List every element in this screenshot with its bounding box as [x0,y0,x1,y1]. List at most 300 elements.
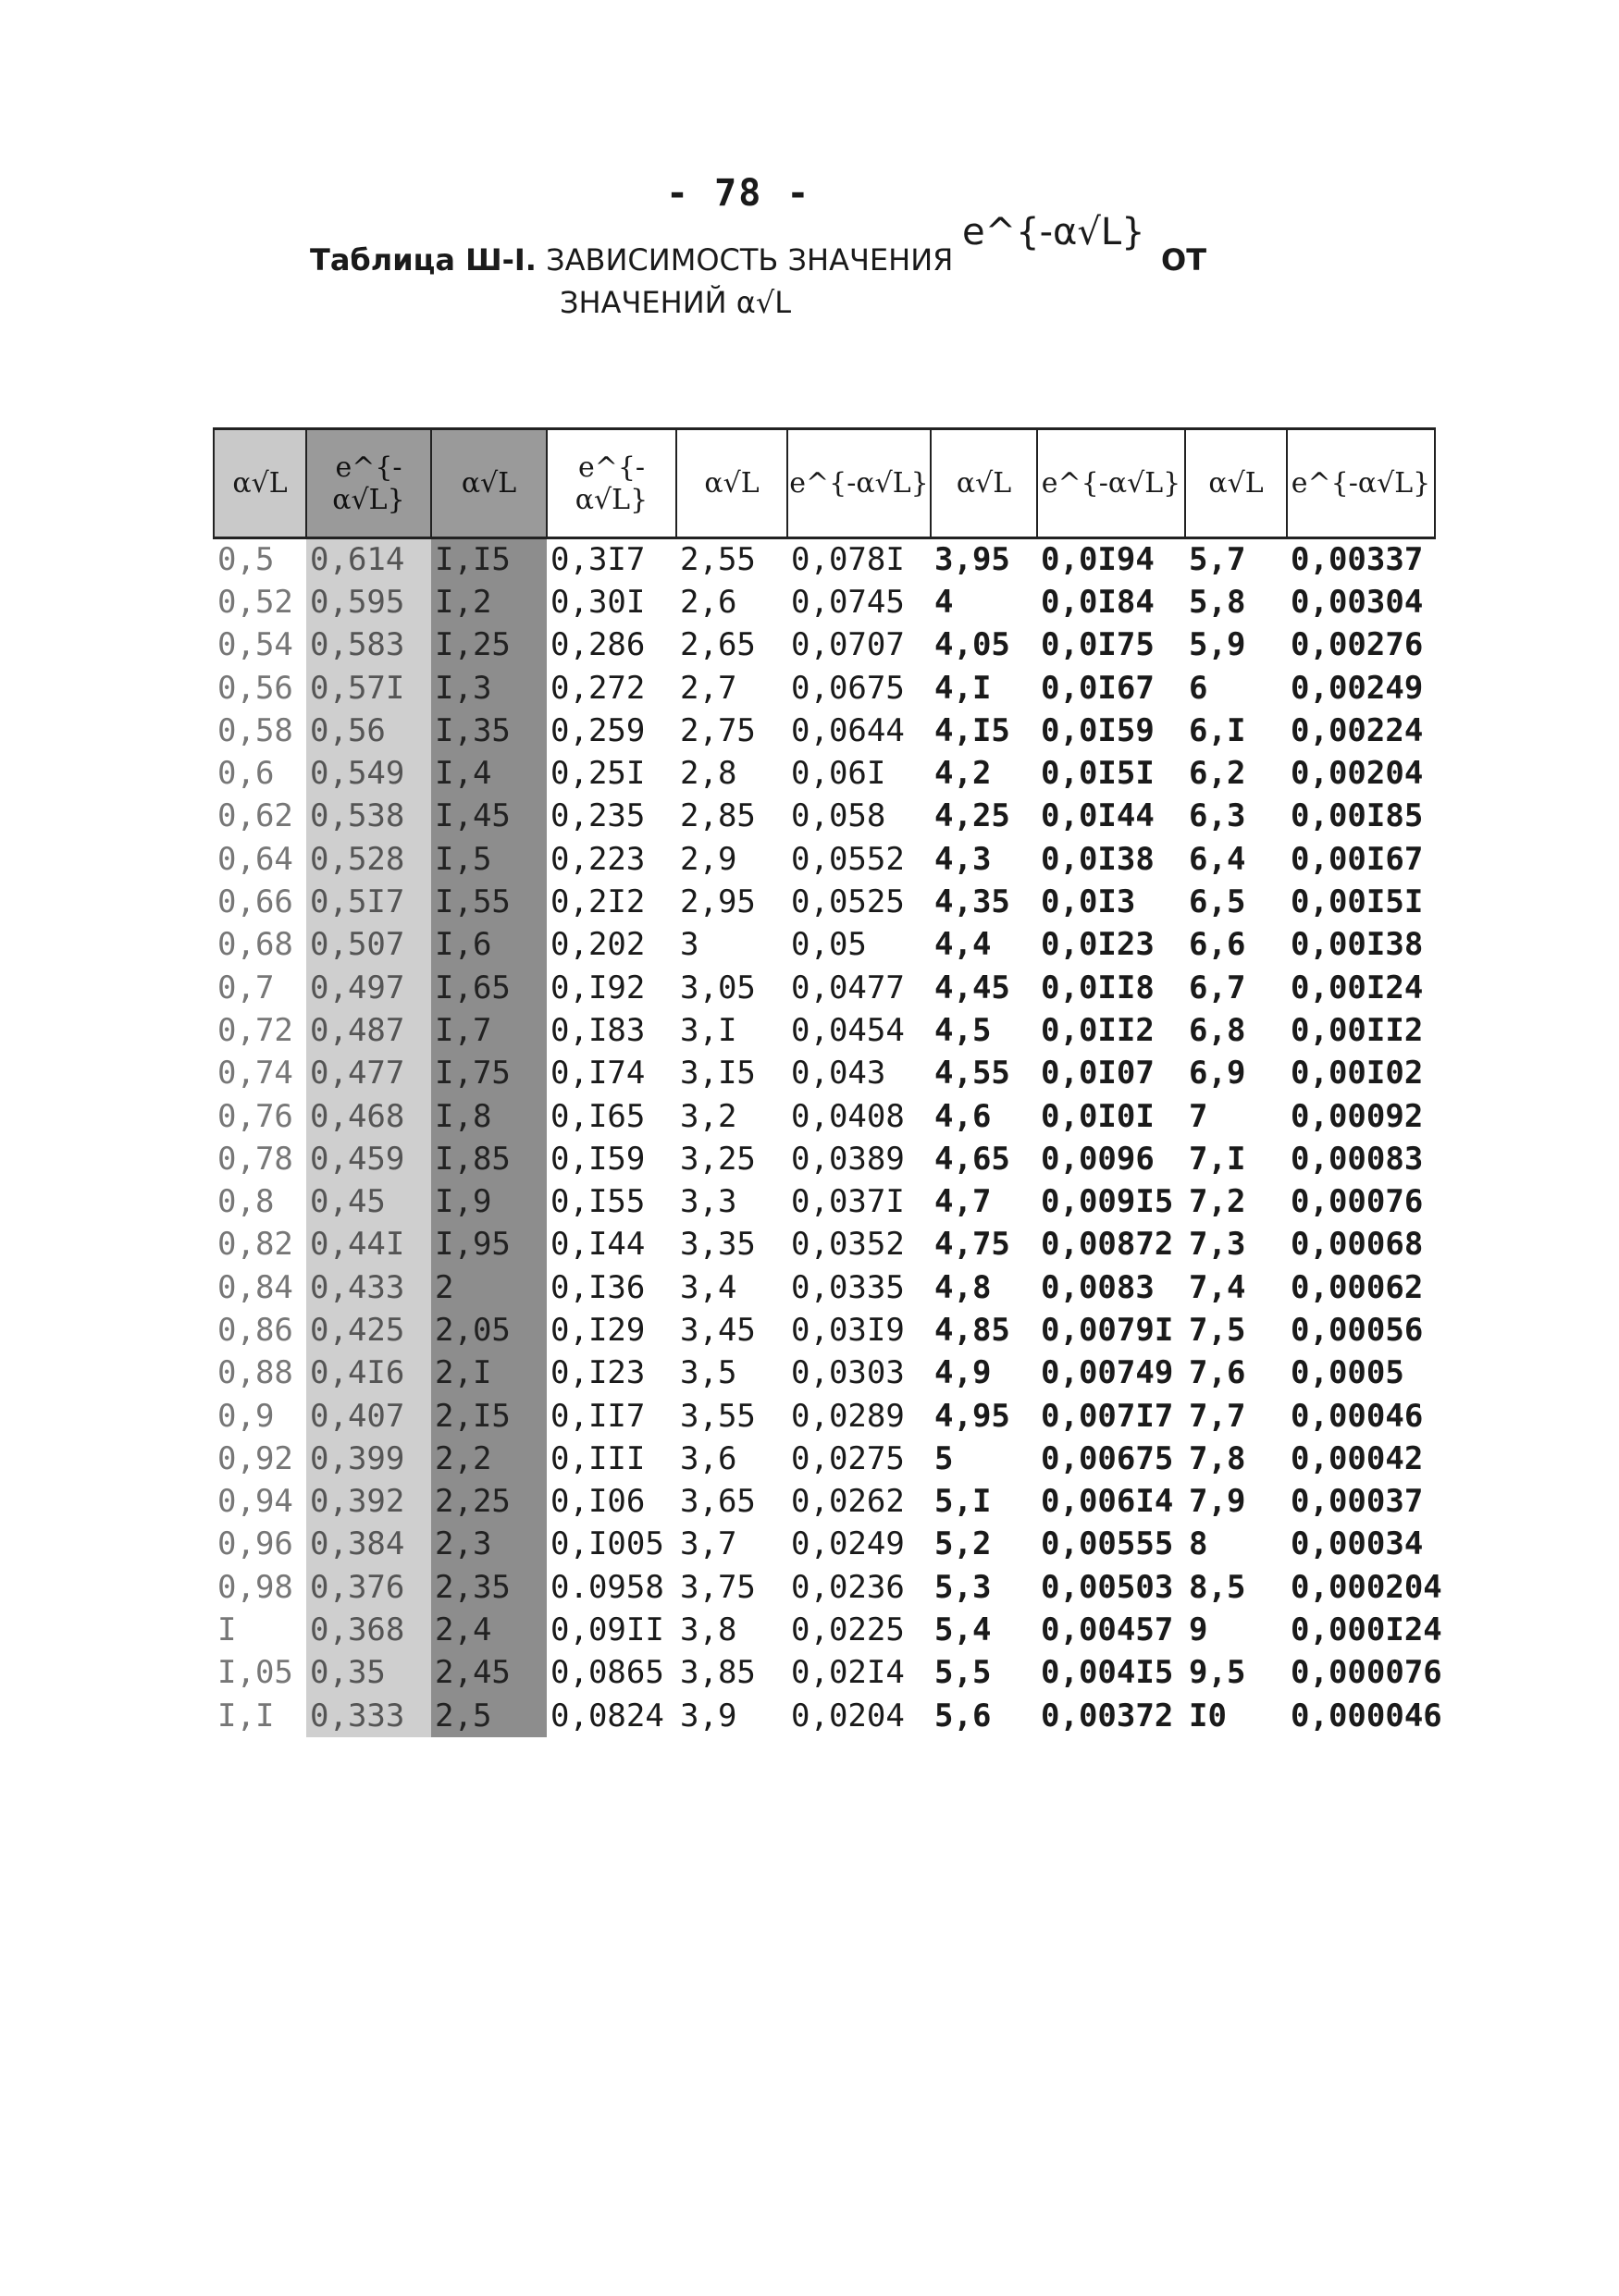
table-cell-col-9: 6,3 [1189,797,1246,835]
table-cell-col-3: I,3 [431,666,547,709]
table-cell-col-6: 0,0352 [791,1226,905,1264]
table-cell-col-10: 0,00304 [1291,583,1424,621]
table-cell-col-3: 2,35 [431,1566,547,1609]
table-row [214,1523,1435,1565]
table-cell-col-6: 0,0225 [791,1611,905,1649]
table-cell-col-7: 4,25 [934,797,1010,835]
table-cell-col-10: 0,00249 [1291,669,1424,707]
table-row [214,581,1435,623]
table-cell-col-9: 6,I [1189,711,1246,749]
column-header-9: α√L [1185,429,1287,538]
table-cell-col-3: 2,5 [431,1695,547,1737]
table-cell-col-10: 0,00I38 [1291,926,1424,964]
table-cell-col-9: 6 [1189,669,1208,707]
table-cell-col-2: 0,595 [306,581,431,623]
table-cell-col-5: 3,55 [680,1397,756,1435]
table-cell-col-3: 2,4 [431,1609,547,1651]
table-row [214,1609,1435,1651]
table-cell-col-9: 7,5 [1189,1311,1246,1349]
table-cell-col-5: 3,75 [680,1568,756,1606]
table-cell-col-3: I,I5 [431,538,547,581]
table-row [214,923,1435,966]
table-cell-col-9: 8 [1189,1525,1208,1563]
table-cell-col-8: 0,0096 [1041,1140,1155,1178]
table-cell-col-9: 6,9 [1189,1055,1246,1092]
table-cell-col-2: 0,507 [306,923,431,966]
table-cell-col-3: I,35 [431,710,547,752]
table-cell-col-4: 0,202 [550,926,646,964]
table-cell-col-9: 5,7 [1189,541,1246,579]
table-cell-col-4: 0,0824 [550,1697,664,1734]
table-cell-col-4: 0,235 [550,797,646,835]
table-cell-col-3: 2,I5 [431,1394,547,1437]
table-cell-col-5: 3,9 [680,1697,737,1734]
table-cell-col-6: 0,0335 [791,1268,905,1306]
table-cell-col-7: 4,85 [934,1311,1010,1349]
table-row [214,710,1435,752]
table-cell-col-3: 2 [431,1266,547,1309]
table-cell-col-6: 0,0249 [791,1525,905,1563]
table-cell-col-6: 0,058 [791,797,886,835]
table-cell-col-6: 0,0552 [791,840,905,878]
table-cell-col-2: 0,45 [306,1180,431,1223]
table-cell-col-5: 3,35 [680,1226,756,1264]
table-cell-col-4: 0,I92 [550,969,646,1006]
table-cell-col-5: 3 [680,926,699,964]
table-cell-col-3: 2,25 [431,1480,547,1523]
table-cell-col-4: 0,259 [550,711,646,749]
table-cell-col-6: 0,0644 [791,711,905,749]
table-cell-col-4: 0,I65 [550,1097,646,1135]
table-row [214,1438,1435,1480]
caption-expression: e^{-α√L} [962,211,1145,253]
column-header-1: α√L [214,429,306,538]
table-row [214,1223,1435,1265]
table-cell-col-3: I,25 [431,623,547,666]
table-row [214,623,1435,666]
table-cell-col-6: 0,02I4 [791,1654,905,1692]
table-cell-col-1: 0,94 [217,1483,293,1521]
table-row [214,1566,1435,1609]
table-cell-col-6: 0,0204 [791,1697,905,1734]
table-cell-col-4: 0,2I2 [550,883,646,921]
table-cell-col-2: 0,487 [306,1009,431,1052]
table-cell-col-1: 0,58 [217,711,293,749]
table-row [214,1180,1435,1223]
table-cell-col-3: 2,3 [431,1523,547,1565]
table-cell-col-10: 0,000046 [1291,1697,1442,1734]
table-cell-col-2: 0,392 [306,1480,431,1523]
column-header-7: α√L [931,429,1037,538]
caption-line-2 [310,281,1420,324]
table-cell-col-2: 0,425 [306,1309,431,1352]
table-cell-col-5: 3,3 [680,1183,737,1221]
table-cell-col-5: 3,I5 [680,1055,756,1092]
table-cell-col-8: 0,00503 [1041,1568,1174,1606]
table-cell-col-10: 0,00276 [1291,626,1424,664]
table-cell-col-8: 0,006I4 [1041,1483,1174,1521]
table-cell-col-1: 0,6 [217,755,275,793]
table-row [214,838,1435,881]
table-cell-col-10: 0,00204 [1291,755,1424,793]
table-cell-col-10: 0,00I02 [1291,1055,1424,1092]
table-cell-col-4: 0,II7 [550,1397,646,1435]
table-cell-col-6: 0,0707 [791,626,905,664]
table-cell-col-1: 0,62 [217,797,293,835]
table-cell-col-1: I,I [217,1697,275,1734]
values-table-container [213,427,1442,1737]
table-cell-col-6: 0,0289 [791,1397,905,1435]
table-cell-col-9: 5,9 [1189,626,1246,664]
table-cell-col-6: 0,0477 [791,969,905,1006]
table-cell-col-7: 5,4 [934,1611,992,1649]
table-cell-col-8: 0,0I07 [1041,1055,1155,1092]
table-cell-col-6: 0,037I [791,1183,905,1221]
table-cell-col-3: I,7 [431,1009,547,1052]
table-cell-col-4: 0,I59 [550,1140,646,1178]
table-cell-col-4: 0,3I7 [550,541,646,579]
table-row [214,752,1435,795]
values-table [213,427,1442,1737]
table-cell-col-5: 3,8 [680,1611,737,1649]
table-cell-col-5: 3,5 [680,1354,737,1392]
table-cell-col-9: 7,9 [1189,1483,1246,1521]
table-cell-col-5: 3,05 [680,969,756,1006]
table-cell-col-3: I,5 [431,838,547,881]
table-cell-col-10: 0,00068 [1291,1226,1424,1264]
table-cell-col-7: 3,95 [934,541,1010,579]
table-cell-col-7: 4,35 [934,883,1010,921]
table-row [214,1009,1435,1052]
table-cell-col-3: I,95 [431,1223,547,1265]
table-row [214,966,1435,1008]
table-cell-col-7: 4,3 [934,840,992,878]
caption-text-2: ЗНАЧЕНИЙ [560,285,727,320]
caption-line-1 [310,211,1420,281]
table-cell-col-1: 0,66 [217,883,293,921]
table-row [214,1352,1435,1394]
table-cell-col-1: 0,74 [217,1055,293,1092]
table-cell-col-9: 7,2 [1189,1183,1246,1221]
table-row [214,1138,1435,1180]
caption-word-ot: ОТ [1161,242,1207,278]
table-cell-col-1: 0,96 [217,1525,293,1563]
table-cell-col-2: 0,433 [306,1266,431,1309]
table-cell-col-3: 2,2 [431,1438,547,1480]
table-cell-col-8: 0,0083 [1041,1268,1155,1306]
table-cell-col-8: 0,0I23 [1041,926,1155,964]
table-cell-col-8: 0,0I59 [1041,711,1155,749]
table-cell-col-1: 0,68 [217,926,293,964]
table-cell-col-8: 0,007I7 [1041,1397,1174,1435]
table-cell-col-2: 0,57I [306,666,431,709]
table-cell-col-7: 4,I5 [934,711,1010,749]
table-cell-col-8: 0,0I44 [1041,797,1155,835]
table-cell-col-7: 5 [934,1439,954,1477]
table-cell-col-8: 0,0I0I [1041,1097,1155,1135]
table-cell-col-1: 0,5 [217,541,275,579]
table-cell-col-4: 0,I74 [550,1055,646,1092]
table-cell-col-5: 2,65 [680,626,756,664]
table-cell-col-5: 2,55 [680,541,756,579]
table-cell-col-7: 4,55 [934,1055,1010,1092]
table-cell-col-7: 4,75 [934,1226,1010,1264]
table-cell-col-1: I [217,1611,237,1649]
table-cell-col-2: 0,614 [306,538,431,581]
table-cell-col-9: 6,5 [1189,883,1246,921]
table-cell-col-7: 5,I [934,1483,992,1521]
column-header-5: α√L [676,429,787,538]
table-cell-col-2: 0,4I6 [306,1352,431,1394]
table-cell-col-10: 0,00056 [1291,1311,1424,1349]
table-cell-col-1: 0,76 [217,1097,293,1135]
table-cell-col-5: 3,4 [680,1268,737,1306]
table-cell-col-7: 5,6 [934,1697,992,1734]
table-cell-col-2: 0,384 [306,1523,431,1565]
table-cell-col-5: 2,75 [680,711,756,749]
table-row [214,1309,1435,1352]
table-cell-col-2: 0,583 [306,623,431,666]
table-cell-col-9: 7,8 [1189,1439,1246,1477]
table-cell-col-10: 0,00062 [1291,1268,1424,1306]
table-cell-col-10: 0,00046 [1291,1397,1424,1435]
table-cell-col-6: 0,0389 [791,1140,905,1178]
table-cell-col-4: 0,I44 [550,1226,646,1264]
table-cell-col-3: I,45 [431,795,547,837]
table-body [214,538,1442,1737]
table-row [214,666,1435,709]
caption-label: Таблица Ш-I. [310,242,537,278]
table-cell-col-9: 5,8 [1189,583,1246,621]
table-cell-col-4: 0,I83 [550,1011,646,1049]
table-cell-col-1: 0,86 [217,1311,293,1349]
table-cell-col-4: 0,25I [550,755,646,793]
table-cell-col-10: 0,00I5I [1291,883,1424,921]
table-cell-col-9: 7,4 [1189,1268,1246,1306]
table-row [214,1394,1435,1437]
table-cell-col-8: 0,0I38 [1041,840,1155,878]
table-cell-col-8: 0,00749 [1041,1354,1174,1392]
table-cell-col-9: 6,7 [1189,969,1246,1006]
table-cell-col-2: 0,44I [306,1223,431,1265]
table-cell-col-7: 4 [934,583,954,621]
table-cell-col-3: I,85 [431,1138,547,1180]
table-cell-col-3: I,4 [431,752,547,795]
table-row [214,1052,1435,1094]
table-cell-col-4: 0,0865 [550,1654,664,1692]
table-cell-col-3: I,9 [431,1180,547,1223]
table-cell-col-5: 3,25 [680,1140,756,1178]
column-header-2: e^{-α√L} [306,429,431,538]
column-header-3: α√L [431,429,547,538]
table-cell-col-10: 0,00076 [1291,1183,1424,1221]
table-cell-col-4: 0,I29 [550,1311,646,1349]
table-cell-col-5: 2,85 [680,797,756,835]
table-cell-col-4: 0,09II [550,1611,664,1649]
table-cell-col-10: 0,00083 [1291,1140,1424,1178]
table-cell-col-6: 0,0275 [791,1439,905,1477]
table-cell-col-1: I,05 [217,1654,293,1692]
table-cell-col-1: 0,64 [217,840,293,878]
table-cell-col-10: 0,00337 [1291,541,1424,579]
table-cell-col-8: 0,00372 [1041,1697,1174,1734]
table-cell-col-1: 0,54 [217,626,293,664]
table-cell-col-3: I,75 [431,1052,547,1094]
table-cell-col-3: 2,I [431,1352,547,1394]
table-cell-col-10: 0,00I67 [1291,840,1424,878]
table-cell-col-7: 4,05 [934,626,1010,664]
table-cell-col-9: 7 [1189,1097,1208,1135]
table-cell-col-6: 0,0454 [791,1011,905,1049]
table-cell-col-7: 4,8 [934,1268,992,1306]
table-cell-col-7: 4,I [934,669,992,707]
table-cell-col-2: 0,35 [306,1651,431,1694]
table-cell-col-2: 0,5I7 [306,881,431,923]
table-cell-col-2: 0,528 [306,838,431,881]
table-cell-col-3: I,6 [431,923,547,966]
table-row [214,795,1435,837]
table-row [214,1651,1435,1694]
table-cell-col-6: 0,05 [791,926,867,964]
table-cell-col-9: 8,5 [1189,1568,1246,1606]
table-cell-col-8: 0,00872 [1041,1226,1174,1264]
table-cell-col-2: 0,333 [306,1695,431,1737]
table-cell-col-4: 0,286 [550,626,646,664]
table-cell-col-8: 0,0II8 [1041,969,1155,1006]
table-cell-col-3: 2,05 [431,1309,547,1352]
table-cell-col-6: 0,043 [791,1055,886,1092]
table-cell-col-3: I,55 [431,881,547,923]
table-cell-col-5: 2,9 [680,840,737,878]
column-header-8: e^{-α√L} [1037,429,1185,538]
table-cell-col-1: 0,56 [217,669,293,707]
table-cell-col-3: I,8 [431,1094,547,1137]
table-cell-col-6: 0,06I [791,755,886,793]
table-cell-col-6: 0,0525 [791,883,905,921]
table-cell-col-7: 4,65 [934,1140,1010,1178]
table-cell-col-10: 0,00224 [1291,711,1424,749]
table-cell-col-7: 4,5 [934,1011,992,1049]
table-cell-col-2: 0,477 [306,1052,431,1094]
table-cell-col-8: 0,00457 [1041,1611,1174,1649]
page-number: - 78 - [666,172,811,215]
table-cell-col-2: 0,376 [306,1566,431,1609]
table-cell-col-10: 0,00037 [1291,1483,1424,1521]
table-cell-col-1: 0,7 [217,969,275,1006]
table-row [214,538,1435,581]
table-cell-col-1: 0,88 [217,1354,293,1392]
table-cell-col-6: 0,078I [791,541,905,579]
table-cell-col-8: 0,0I94 [1041,541,1155,579]
table-cell-col-7: 4,7 [934,1183,992,1221]
table-cell-col-7: 5,5 [934,1654,992,1692]
table-cell-col-8: 0,009I5 [1041,1183,1174,1221]
table-cell-col-10: 0,00I24 [1291,969,1424,1006]
table-cell-col-8: 0,0079I [1041,1311,1174,1349]
table-cell-col-5: 2,6 [680,583,737,621]
table-cell-col-3: I,2 [431,581,547,623]
table-cell-col-2: 0,368 [306,1609,431,1651]
table-cell-col-10: 0,00I85 [1291,797,1424,835]
table-cell-col-6: 0,0675 [791,669,905,707]
table-cell-col-1: 0,72 [217,1011,293,1049]
table-cell-col-7: 4,2 [934,755,992,793]
table-cell-col-4: 0.0958 [550,1568,664,1606]
table-cell-col-10: 0,000076 [1291,1654,1442,1692]
table-cell-col-5: 2,8 [680,755,737,793]
table-cell-col-8: 0,0II2 [1041,1011,1155,1049]
table-cell-col-8: 0,0I5I [1041,755,1155,793]
table-cell-col-9: 7,6 [1189,1354,1246,1392]
table-cell-col-8: 0,00675 [1041,1439,1174,1477]
table-cell-col-4: 0,I55 [550,1183,646,1221]
table-cell-col-10: 0,00042 [1291,1439,1424,1477]
table-cell-col-6: 0,0262 [791,1483,905,1521]
table-cell-col-8: 0,0I75 [1041,626,1155,664]
table-cell-col-6: 0,0408 [791,1097,905,1135]
table-cell-col-10: 0,00II2 [1291,1011,1424,1049]
table-cell-col-1: 0,78 [217,1140,293,1178]
table-cell-col-1: 0,8 [217,1183,275,1221]
caption-text-1: ЗАВИСИМОСТЬ ЗНАЧЕНИЯ [546,242,954,278]
table-cell-col-8: 0,0I84 [1041,583,1155,621]
table-cell-col-9: 6,6 [1189,926,1246,964]
table-cell-col-2: 0,459 [306,1138,431,1180]
table-cell-col-4: 0,III [550,1439,646,1477]
table-cell-col-5: 3,45 [680,1311,756,1349]
table-cell-col-2: 0,549 [306,752,431,795]
table-caption [310,211,1420,324]
table-row [214,1480,1435,1523]
table-cell-col-4: 0,272 [550,669,646,707]
table-row [214,881,1435,923]
table-cell-col-4: 0,I005 [550,1525,664,1563]
table-cell-col-5: 2,95 [680,883,756,921]
table-cell-col-6: 0,0745 [791,583,905,621]
table-cell-col-1: 0,9 [217,1397,275,1435]
table-cell-col-7: 4,95 [934,1397,1010,1435]
table-cell-col-3: 2,45 [431,1651,547,1694]
table-cell-col-7: 5,2 [934,1525,992,1563]
table-cell-col-4: 0,30I [550,583,646,621]
table-cell-col-9: 7,7 [1189,1397,1246,1435]
table-cell-col-9: 6,8 [1189,1011,1246,1049]
table-cell-col-10: 0,0005 [1291,1354,1404,1392]
table-cell-col-5: 3,85 [680,1654,756,1692]
table-cell-col-5: 3,6 [680,1439,737,1477]
table-cell-col-4: 0,223 [550,840,646,878]
table-cell-col-5: 2,7 [680,669,737,707]
table-cell-col-4: 0,I23 [550,1354,646,1392]
table-cell-col-9: 7,3 [1189,1226,1246,1264]
table-cell-col-10: 0,00092 [1291,1097,1424,1135]
table-cell-col-9: 7,I [1189,1140,1246,1178]
table-cell-col-6: 0,0303 [791,1354,905,1392]
table-cell-col-2: 0,497 [306,966,431,1008]
table-cell-col-7: 4,4 [934,926,992,964]
table-row [214,1266,1435,1309]
table-cell-col-3: I,65 [431,966,547,1008]
table-cell-col-10: 0,000204 [1291,1568,1442,1606]
table-cell-col-6: 0,0236 [791,1568,905,1606]
table-cell-col-1: 0,98 [217,1568,293,1606]
table-cell-col-1: 0,84 [217,1268,293,1306]
table-cell-col-6: 0,03I9 [791,1311,905,1349]
table-cell-col-8: 0,0I67 [1041,669,1155,707]
table-row [214,1695,1435,1737]
table-cell-col-2: 0,399 [306,1438,431,1480]
table-cell-col-7: 4,45 [934,969,1010,1006]
